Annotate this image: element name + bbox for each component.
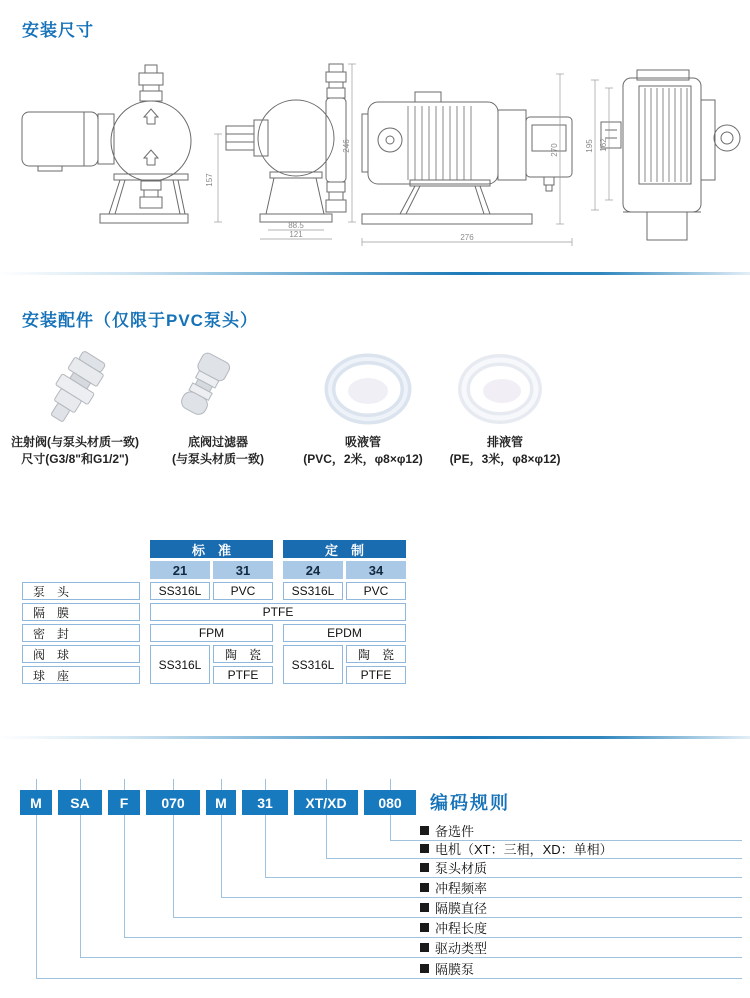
- materials-table: [22, 540, 406, 684]
- cell-seat-standard: PTFE: [213, 666, 273, 684]
- dim-121: 121: [289, 230, 303, 239]
- accessory-caption: [405, 434, 605, 468]
- coding-item-stroke-frequency: [420, 878, 487, 897]
- bullet-square-icon: [420, 903, 429, 912]
- dim-157: 157: [205, 173, 214, 187]
- bullet-square-icon: [420, 923, 429, 932]
- code-block-080: 080: [364, 790, 416, 815]
- coding-item-diaphragm-diameter: [420, 898, 487, 917]
- connector-line: [326, 815, 327, 858]
- bullet-square-icon: [420, 826, 429, 835]
- row-label-ball-seat: 球 座: [22, 666, 140, 684]
- connector-line: [80, 815, 81, 957]
- coding-item-head-material: [420, 858, 487, 877]
- coding-item-label: 隔膜直径: [435, 901, 488, 916]
- injection-valve-image: [28, 350, 123, 432]
- row-label-seal: 密 封: [22, 624, 140, 642]
- section-title-accessories: 安装配件（仅限于PVC泵头）: [22, 311, 258, 330]
- coding-item-label: 备选件: [435, 824, 475, 839]
- cell-ceramic-custom: 陶 瓷: [346, 645, 406, 663]
- connector-line: [80, 957, 742, 958]
- accessory-name: 排液管: [486, 435, 523, 449]
- pump-front-view-drawing: [20, 62, 192, 232]
- cell-pump-head-34: PVC: [346, 582, 406, 600]
- coding-item-options: [420, 821, 474, 840]
- code-block-070: 070: [146, 790, 200, 815]
- coding-item-label: 电机（XT：三相，XD：单相）: [435, 842, 613, 857]
- coding-item-diaphragm-pump: [420, 959, 474, 978]
- cell-pump-head-24: SS316L: [283, 582, 343, 600]
- accessory-spec: (与泵头材质一致): [172, 452, 264, 466]
- bullet-square-icon: [420, 943, 429, 952]
- connector-tick: [80, 779, 81, 790]
- accessory-name: 底阀过滤器: [187, 435, 248, 449]
- code-block-XTXD: XT/XD: [294, 790, 358, 815]
- table-group-standard: 标 准: [150, 540, 273, 558]
- table-group-custom: 定 制: [283, 540, 406, 558]
- coding-item-label: 隔膜泵: [435, 962, 475, 977]
- suction-tube-image: [323, 352, 413, 426]
- connector-line: [36, 978, 742, 979]
- dim-246: 246: [342, 139, 351, 153]
- dim-270: 270: [550, 143, 559, 157]
- coding-item-stroke-length: [420, 918, 487, 937]
- cell-seal-custom: EPDM: [283, 624, 406, 642]
- coding-item-label: 冲程频率: [435, 881, 488, 896]
- connector-tick: [221, 779, 222, 790]
- row-label-diaphragm: 隔 膜: [22, 603, 140, 621]
- connector-tick: [326, 779, 327, 790]
- cell-ceramic-standard: 陶 瓷: [213, 645, 273, 663]
- code-block-F: F: [108, 790, 140, 815]
- cell-seal-standard: FPM: [150, 624, 273, 642]
- foot-valve-filter-image: [165, 352, 255, 430]
- accessory-spec: (PE，3米，φ8×φ12): [449, 452, 561, 466]
- coding-item-label: 驱动类型: [435, 941, 488, 956]
- table-code-21: 21: [150, 561, 210, 579]
- table-code-34: 34: [346, 561, 406, 579]
- bullet-square-icon: [420, 964, 429, 973]
- coding-item-label: 泵头材质: [435, 861, 488, 876]
- code-block-M2: M: [206, 790, 236, 815]
- bullet-square-icon: [420, 863, 429, 872]
- connector-line: [36, 815, 37, 978]
- pump-rear-view-drawing: [585, 60, 750, 252]
- code-block-SA: SA: [58, 790, 102, 815]
- accessory-name: 吸液管: [344, 435, 381, 449]
- coding-item-drive-type: [420, 938, 487, 957]
- pump-side-view-drawing: [196, 62, 358, 247]
- cell-diaphragm: PTFE: [150, 603, 406, 621]
- section-title-dimensions: 安装尺寸: [22, 21, 94, 40]
- section-divider: [0, 272, 750, 275]
- connector-line: [124, 815, 125, 937]
- row-label-valve-ball: 阀 球: [22, 645, 140, 663]
- connector-line: [390, 815, 391, 840]
- dim-276: 276: [460, 233, 474, 242]
- code-block-31: 31: [242, 790, 288, 815]
- bullet-square-icon: [420, 844, 429, 853]
- connector-line: [265, 815, 266, 877]
- accessory-spec: 尺寸(G3/8"和G1/2"): [21, 452, 129, 466]
- cell-pump-head-21: SS316L: [150, 582, 210, 600]
- connector-tick: [124, 779, 125, 790]
- connector-line: [221, 815, 222, 897]
- dim-195: 195: [585, 139, 594, 153]
- cell-valve-ball-custom: SS316L: [283, 645, 343, 684]
- accessory-name: 注射阀(与泵头材质一致): [11, 435, 139, 449]
- connector-tick: [36, 779, 37, 790]
- connector-line: [326, 858, 742, 859]
- pump-motor-side-drawing: [360, 62, 575, 252]
- accessory-spec: (PVC，2米，φ8×φ12): [303, 452, 423, 466]
- coding-item-label: 冲程长度: [435, 921, 488, 936]
- connector-tick: [265, 779, 266, 790]
- table-code-31: 31: [213, 561, 273, 579]
- coding-rules-title: 编码规则: [430, 793, 510, 813]
- coding-item-motor: [420, 839, 613, 858]
- cell-valve-ball-standard: SS316L: [150, 645, 210, 684]
- connector-tick: [390, 779, 391, 790]
- dim-162: 162: [599, 138, 608, 152]
- code-block-M1: M: [20, 790, 52, 815]
- connector-line: [265, 877, 742, 878]
- row-label-pump-head: 泵 头: [22, 582, 140, 600]
- discharge-tube-image: [455, 352, 545, 426]
- connector-tick: [173, 779, 174, 790]
- section-divider: [0, 736, 750, 739]
- cell-pump-head-31: PVC: [213, 582, 273, 600]
- dim-88-5: 88.5: [288, 221, 304, 230]
- table-code-24: 24: [283, 561, 343, 579]
- bullet-square-icon: [420, 883, 429, 892]
- cell-seat-custom: PTFE: [346, 666, 406, 684]
- connector-line: [173, 815, 174, 917]
